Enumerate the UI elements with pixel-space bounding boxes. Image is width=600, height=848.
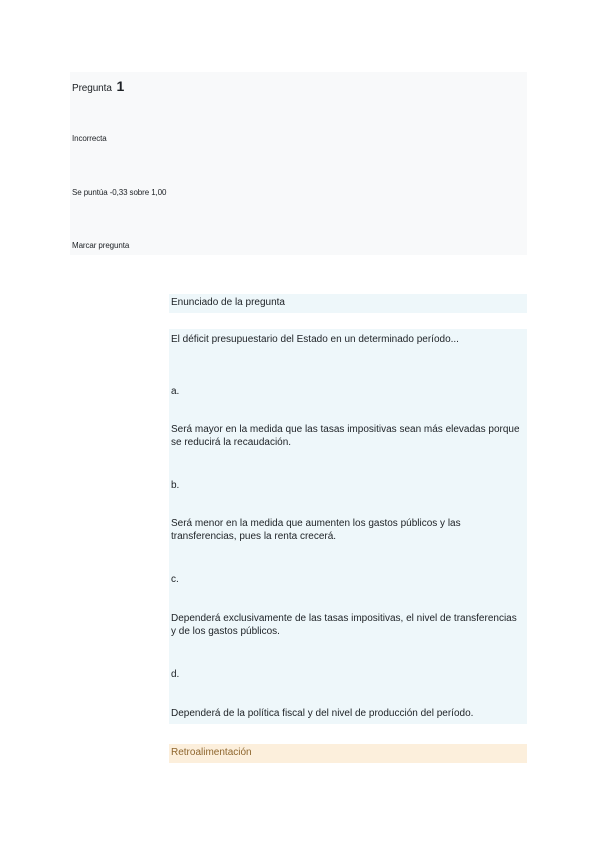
question-label: Pregunta [72, 83, 112, 94]
question-statement-heading: Enunciado de la pregunta [171, 297, 285, 308]
answer-option-a-text[interactable]: Será mayor en la medida que las tasas impositivas sean más elevadas porque se reducirá la recaudación. [171, 424, 520, 448]
question-statement-heading-box [169, 294, 527, 313]
question-state: Incorrecta [72, 134, 107, 143]
question-number: 1 [116, 78, 125, 94]
answer-option-c-text[interactable]: Dependerá exclusivamente de las tasas impositivas, el nivel de transferencias y de los gastos públicos. [171, 613, 517, 637]
answer-option-b-label[interactable]: b. [171, 480, 180, 491]
answer-option-d-label[interactable]: d. [171, 669, 180, 680]
feedback-box [169, 744, 527, 763]
flag-question-link[interactable]: Marcar pregunta [72, 241, 130, 250]
feedback-heading: Retroalimentación [171, 747, 252, 758]
question-text: El déficit presupuestario del Estado en un determinado período... [171, 334, 459, 345]
answer-option-d-text[interactable]: Dependerá de la política fiscal y del nivel de producción del período. [171, 708, 474, 719]
answer-option-a-label[interactable]: a. [171, 386, 180, 397]
question-formulation [169, 329, 527, 724]
question-grade: Se puntúa -0,33 sobre 1,00 [72, 188, 167, 197]
question-title [72, 78, 124, 94]
question-info-panel [70, 72, 527, 255]
answer-option-c-label[interactable]: c. [171, 574, 179, 585]
answer-option-b-text[interactable]: Será menor en la medida que aumenten los gastos públicos y las transferencias, pues la renta crecerá. [171, 518, 461, 542]
